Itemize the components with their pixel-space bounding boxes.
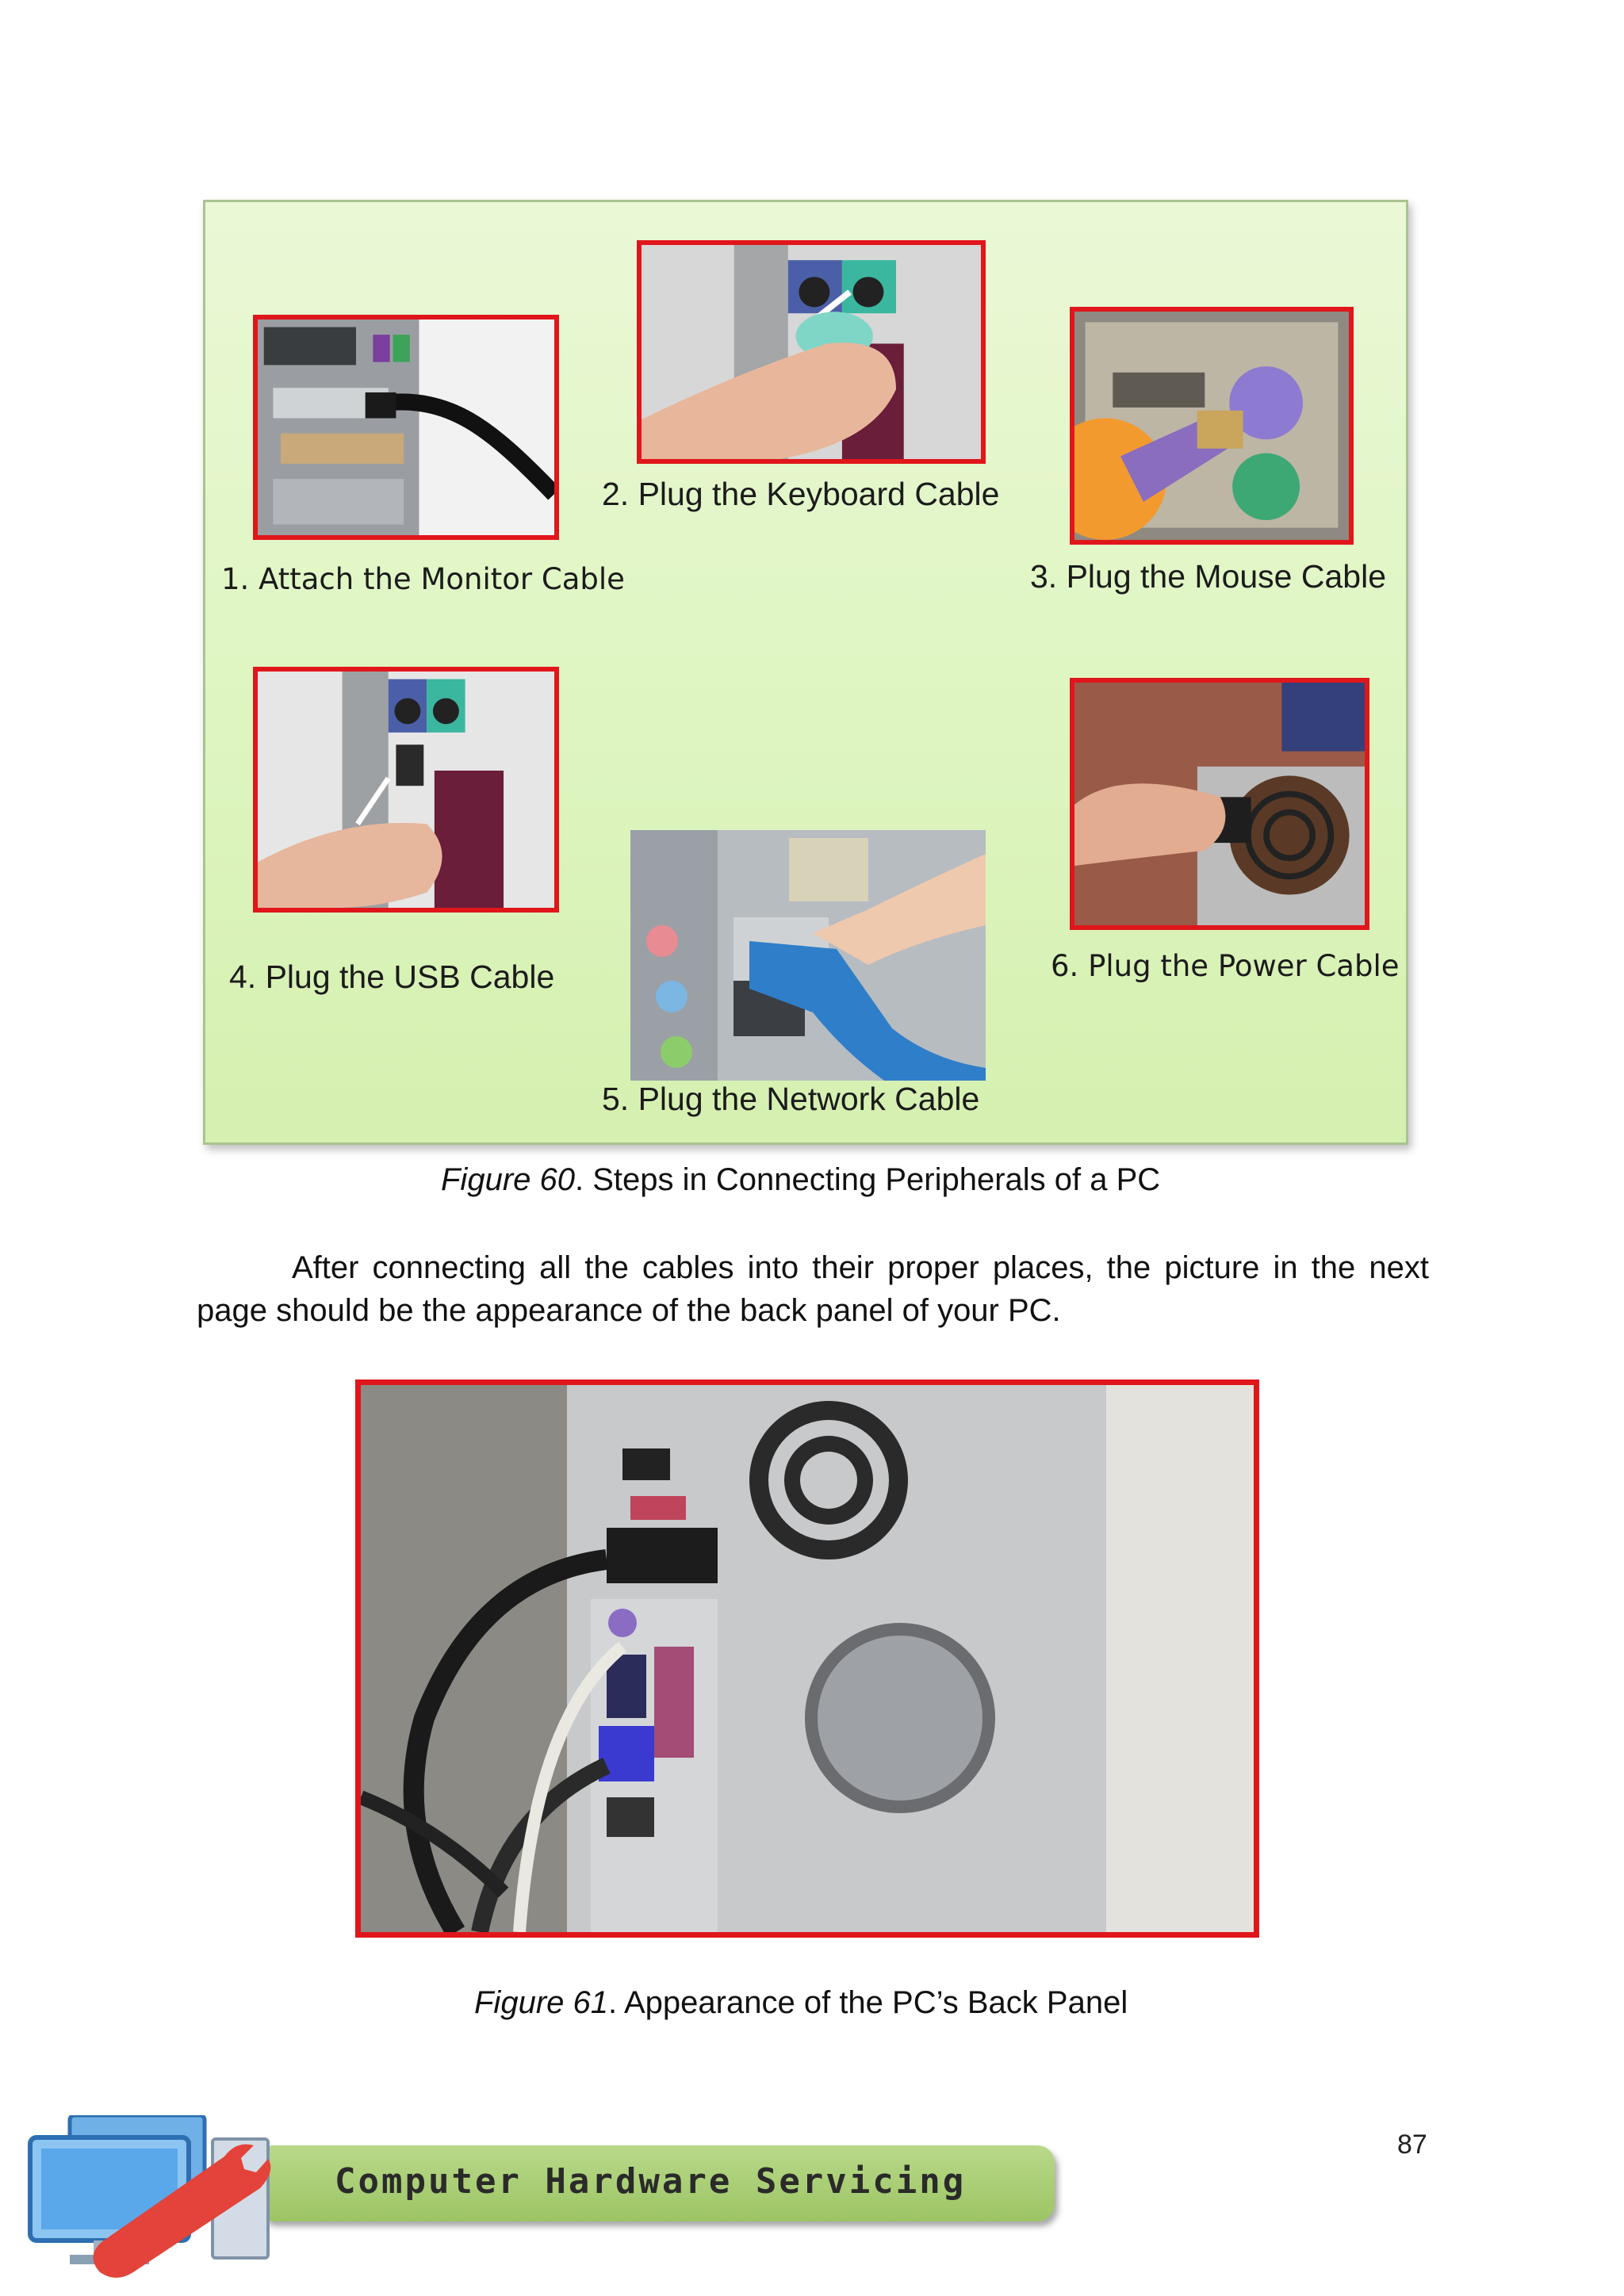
- figure-61-text: . Appearance of the PC’s Back Panel: [607, 1985, 1128, 2020]
- figure-60-text: . Steps in Connecting Peripherals of a PC: [574, 1162, 1161, 1197]
- photo-network-cable: [630, 830, 986, 1081]
- photo-monitor-cable: [253, 315, 559, 540]
- page-number: 87: [1397, 2130, 1427, 2160]
- photo-mouse-cable: [1070, 307, 1354, 545]
- photo-usb-cable: [253, 667, 559, 913]
- footer-banner: [262, 2145, 1055, 2221]
- figure-60-number: Figure 60: [441, 1162, 575, 1197]
- figure-60-panel: [203, 200, 1408, 1145]
- step-2-caption: 2. Plug the Keyboard Cable: [602, 476, 1000, 512]
- figure-60-caption: [441, 1162, 1160, 1198]
- body-paragraph: [197, 1246, 1429, 1332]
- photo-pc-back-panel: [355, 1380, 1259, 1938]
- figure-61-number: Figure 61: [474, 1985, 608, 2020]
- step-3-caption: 3. Plug the Mouse Cable: [1030, 558, 1386, 595]
- step-6-caption: 6. Plug the Power Cable: [1051, 949, 1400, 983]
- photo-power-cable: [1070, 678, 1369, 930]
- figure-61-caption: [474, 1985, 1128, 2021]
- step-1-caption: 1. Attach the Monitor Cable: [221, 562, 625, 596]
- step-5-caption: 5. Plug the Network Cable: [602, 1081, 980, 1117]
- footer-banner-title: Computer Hardware Servicing: [335, 2161, 967, 2202]
- body-paragraph-text: After connecting all the cables into their proper places, the picture in the next page should be the appearance of the back panel of your PC.: [197, 1250, 1429, 1328]
- step-4-caption: 4. Plug the USB Cable: [229, 959, 555, 995]
- computer-wrench-logo-icon: [22, 2115, 284, 2280]
- photo-keyboard-cable: [637, 240, 986, 464]
